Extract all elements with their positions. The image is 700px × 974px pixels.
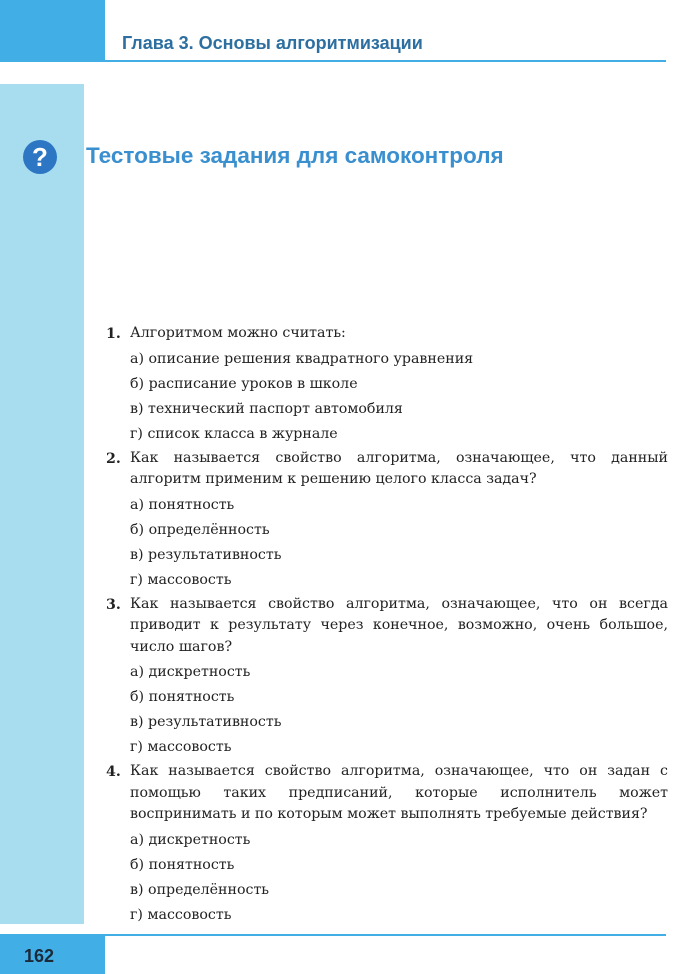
question-number: 4. — [106, 764, 121, 780]
answer-option: б) понятность — [130, 856, 235, 873]
question-mark-icon: ? — [23, 140, 57, 174]
question-4 — [106, 760, 668, 928]
question-3 — [106, 593, 668, 761]
answer-option: г) массовость — [130, 906, 232, 923]
section-title: Тестовые задания для самоконтроля — [86, 143, 504, 168]
side-accent-bar — [0, 84, 84, 924]
answer-option: г) массовость — [130, 739, 232, 755]
footer-rule — [105, 934, 666, 936]
answer-option: в) результативность — [130, 714, 282, 730]
question-number: 3. — [106, 596, 121, 613]
answer-option: г) список класса в журнале — [130, 425, 338, 442]
question-number: 2. — [106, 450, 121, 467]
answer-option: в) технический паспорт автомобиля — [130, 400, 403, 417]
question-text: Как называется свойство алгоритма, означающее, что он всегда приводит к результату через конечное, возможно, очень большое, число шагов? — [130, 595, 668, 655]
chapter-title: Глава 3. Основы алгоритмизации — [122, 33, 423, 53]
answer-option: а) понятность — [130, 496, 235, 513]
answer-option: г) массовость — [130, 571, 232, 588]
answer-option: в) результативность — [130, 546, 282, 563]
question-text: Как называется свойство алгоритма, означающее, что он задан с помощью таких предписаний, которые исполнитель может воспринимать и по которым может выполнять требуемые действия? — [130, 763, 668, 822]
question-number: 1. — [106, 326, 121, 342]
questions-list — [106, 322, 668, 928]
answer-option: а) описание решения квадратного уравнения — [130, 350, 474, 367]
answer-option: б) определённость — [130, 521, 270, 538]
question-2 — [106, 447, 668, 593]
question-text: Алгоритмом можно считать: — [130, 325, 346, 341]
question-1 — [106, 322, 668, 447]
answer-option: в) определённость — [130, 881, 270, 898]
answer-option: б) расписание уроков в школе — [130, 375, 358, 392]
answer-option: а) дискретность — [130, 664, 251, 680]
page-number: 162 — [24, 946, 55, 966]
header-rule — [105, 60, 666, 62]
question-text: Как называется свойство алгоритма, означающее, что данный алгоритм применим к решению целого класса задач? — [130, 449, 668, 487]
answer-option: б) понятность — [130, 689, 235, 705]
answer-option: а) дискретность — [130, 831, 251, 848]
header-accent-block — [0, 0, 105, 62]
